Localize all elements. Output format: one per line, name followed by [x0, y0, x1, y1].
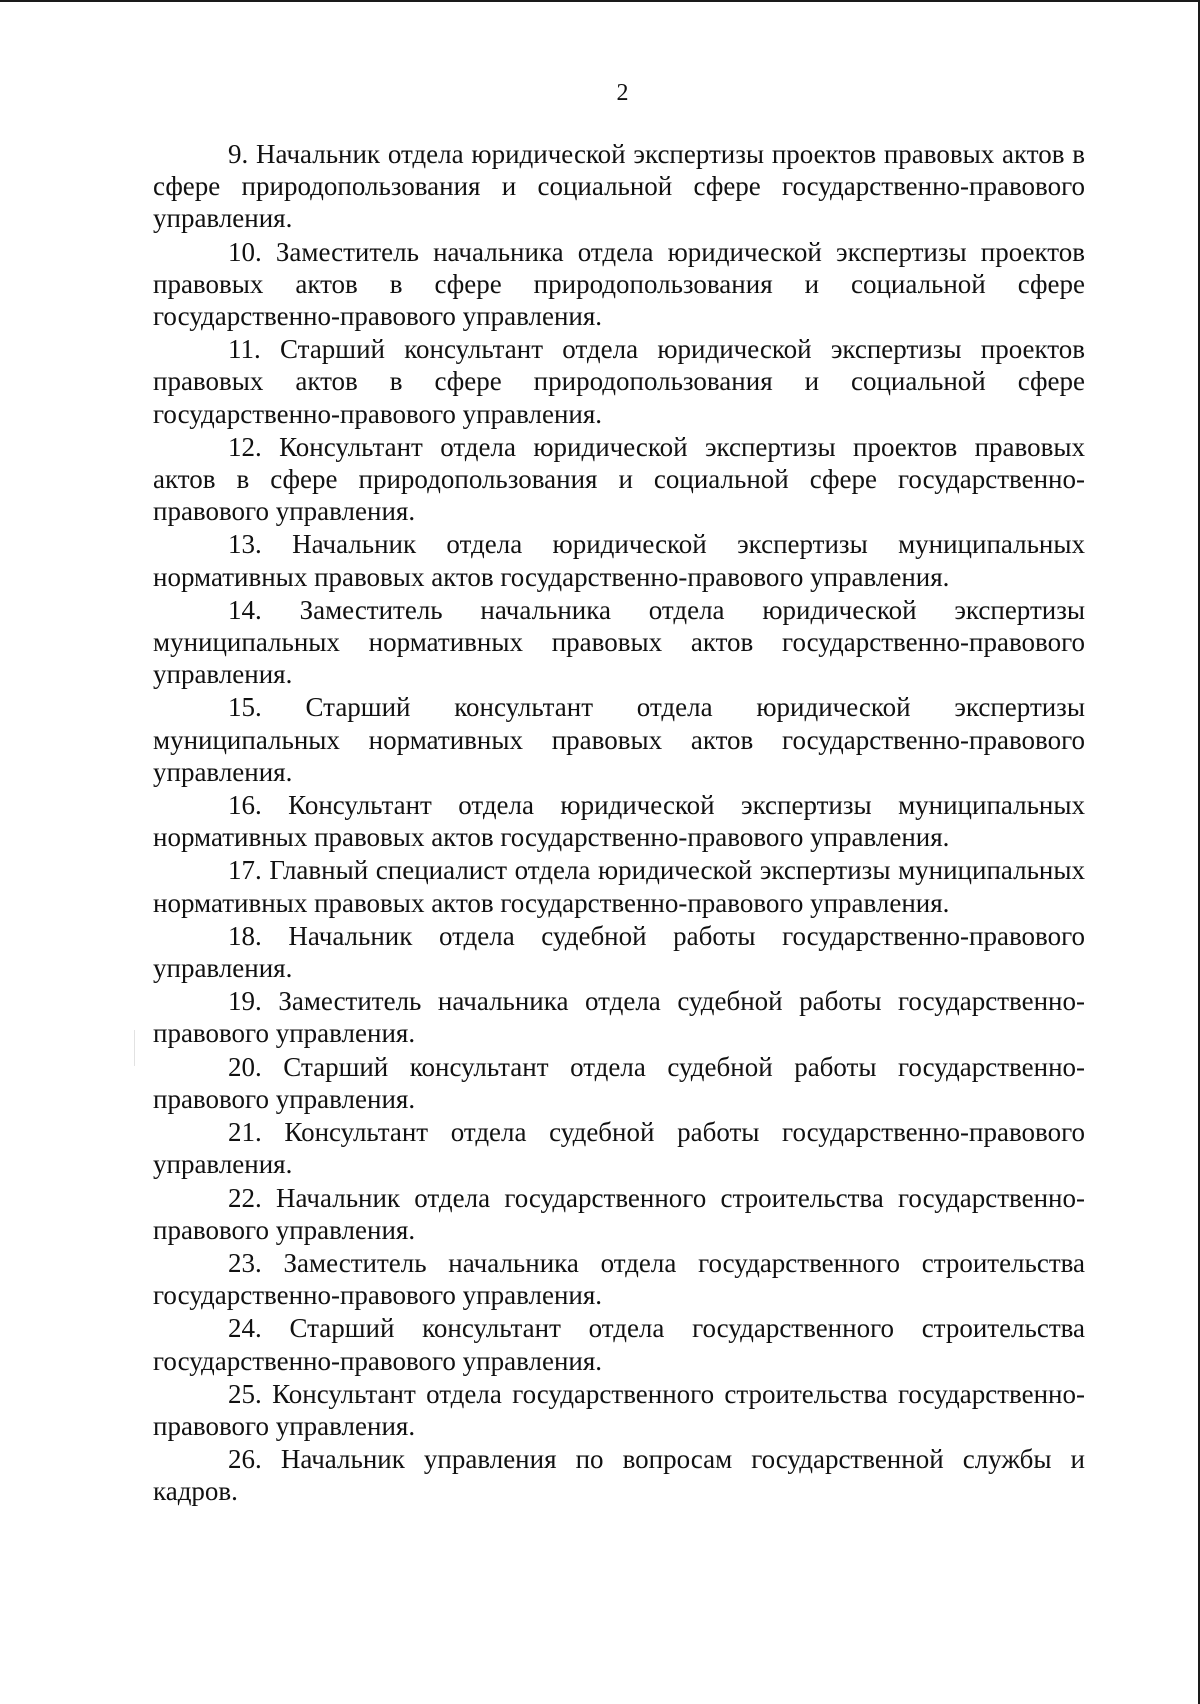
page-number: 2	[616, 80, 629, 106]
item-number: 9.	[228, 139, 249, 169]
item-number: 13.	[228, 529, 262, 560]
list-item	[153, 1051, 1085, 1115]
item-text: Консультант отдела юридической экспертизы муниципальных нормативных правовых актов государственно-правового управления.	[153, 790, 1085, 853]
list-item	[153, 691, 1085, 788]
item-text: Заместитель начальника отдела юридической экспертизы проектов правовых актов в сфере природопользования и социальной сфере государственно-правового управления.	[153, 236, 1085, 332]
item-text: Начальник отдела судебной работы государственно-правового управления.	[153, 920, 1085, 984]
item-number: 19.	[228, 986, 262, 1017]
item-text: Начальник отдела государственного строительства государственно-правового управления.	[153, 1182, 1085, 1245]
item-number: 18.	[228, 920, 262, 951]
item-number: 15.	[228, 692, 262, 723]
list-item	[153, 138, 1085, 235]
item-text: Заместитель начальника отдела юридической экспертизы муниципальных нормативных правовых актов государственно-правового управления.	[153, 594, 1085, 690]
list-item	[153, 1116, 1085, 1180]
list-item	[153, 333, 1085, 430]
item-number: 23.	[228, 1247, 262, 1278]
document-body	[153, 138, 1085, 1509]
list-item	[153, 528, 1085, 592]
item-text: Начальник управления по вопросам государственной службы и кадров.	[153, 1444, 1086, 1507]
item-number: 11.	[228, 334, 261, 365]
item-number: 22.	[228, 1182, 262, 1213]
list-item	[153, 985, 1085, 1049]
item-number: 12.	[228, 431, 262, 462]
item-text: Старший консультант отдела юридической экспертизы проектов правовых актов в сфере природопользования и социальной сфере государственно-правового управления.	[153, 334, 1085, 429]
item-text: Консультант отдела судебной работы государственно-правового управления.	[153, 1117, 1085, 1180]
list-item	[153, 236, 1085, 333]
item-text: Заместитель начальника отдела судебной работы государственно-правового управления.	[153, 986, 1085, 1049]
item-number: 21.	[228, 1117, 262, 1148]
list-item	[153, 1312, 1085, 1376]
item-text: Начальник отдела юридической экспертизы проектов правовых актов в сфере природопользования и социальной сфере государственно-правового управления.	[153, 139, 1086, 234]
item-number: 20.	[228, 1051, 262, 1082]
list-item	[153, 594, 1085, 691]
list-item	[153, 854, 1085, 918]
scan-artifact	[134, 1030, 135, 1066]
list-item	[153, 920, 1085, 984]
item-number: 14.	[228, 594, 262, 625]
item-number: 26.	[228, 1444, 262, 1475]
item-number: 25.	[228, 1378, 262, 1409]
item-text: Главный специалист отдела юридической экспертизы муниципальных нормативных правовых актов государственно-правового управления.	[153, 855, 1086, 918]
list-item	[153, 1247, 1085, 1311]
item-text: Старший консультант отдела юридической экспертизы муниципальных нормативных правовых актов государственно-правового управления.	[153, 692, 1085, 787]
list-item	[153, 1443, 1085, 1507]
item-text: Старший консультант отдела государственного строительства государственно-правового управления.	[153, 1313, 1085, 1376]
scan-edge-top	[0, 0, 1200, 2]
item-text: Старший консультант отдела судебной работы государственно-правового управления.	[153, 1051, 1086, 1114]
item-number: 24.	[228, 1313, 262, 1344]
item-text: Заместитель начальника отдела государственного строительства государственно-правового управления.	[153, 1247, 1085, 1311]
item-number: 10.	[228, 236, 262, 267]
item-text: Консультант отдела государственного строительства государственно-правового управления.	[153, 1378, 1086, 1441]
list-item	[153, 1378, 1085, 1442]
list-item	[153, 1182, 1085, 1246]
item-number: 16.	[228, 790, 262, 821]
item-number: 17.	[228, 855, 262, 886]
item-text: Консультант отдела юридической экспертизы проектов правовых актов в сфере природопользования и социальной сфере государственно-правового управления.	[153, 431, 1085, 527]
list-item	[153, 431, 1085, 528]
list-item	[153, 789, 1085, 853]
item-text: Начальник отдела юридической экспертизы муниципальных нормативных правовых актов государственно-правового управления.	[153, 529, 1086, 592]
